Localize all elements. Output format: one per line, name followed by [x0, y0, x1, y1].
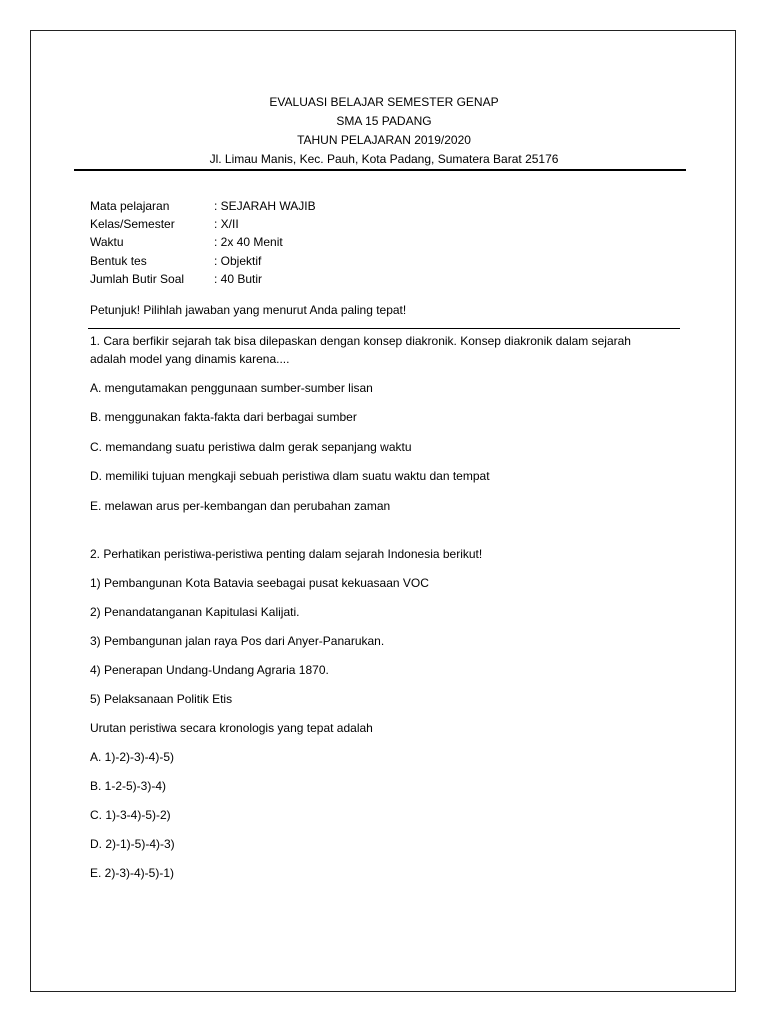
q2-option-d: D. 2)-1)-5)-4)-3)	[90, 837, 175, 851]
q2-option-a: A. 1)-2)-3)-4)-5)	[90, 750, 175, 764]
academic-year: TAHUN PELAJARAN 2019/2020	[297, 133, 471, 147]
q2-event-4: 4) Penerapan Undang-Undang Agraria 1870.	[90, 663, 329, 677]
meta-label: Kelas/Semester	[90, 217, 175, 231]
q1-option-d: D. memiliki tujuan mengkaji sebuah peristiwa dlam suatu waktu dan tempat	[90, 469, 490, 483]
meta-value: : 2x 40 Menit	[214, 235, 283, 249]
exam-title: EVALUASI BELAJAR SEMESTER GENAP	[269, 95, 499, 109]
school-name: SMA 15 PADANG	[336, 114, 432, 128]
meta-value: : 40 Butir	[214, 272, 263, 286]
q1-option-e: E. melawan arus per-kembangan dan perubahan zaman	[90, 499, 391, 513]
q1-stem-line2: adalah model yang dinamis karena....	[90, 352, 290, 366]
meta-label: Jumlah Butir Soal	[90, 272, 185, 286]
q2-event-5: 5) Pelaksanaan Politik Etis	[90, 692, 233, 706]
q2-event-3: 3) Pembangunan jalan raya Pos dari Anyer-Panarukan.	[90, 634, 385, 648]
q1-option-b: B. menggunakan fakta-fakta dari berbagai sumber	[90, 410, 357, 424]
meta-label: Waktu	[90, 235, 124, 249]
q2-option-e: E. 2)-3)-4)-5)-1)	[90, 866, 175, 880]
meta-value: : Objektif	[214, 254, 262, 268]
meta-label: Bentuk tes	[90, 254, 147, 268]
q2-stem: 2. Perhatikan peristiwa-peristiwa penting dalam sejarah Indonesia berikut!	[90, 547, 483, 561]
instruction-divider	[88, 328, 680, 329]
q2-event-1: 1) Pembangunan Kota Batavia seebagai pusat kekuasaan VOC	[90, 576, 429, 590]
instruction: Petunjuk! Pilihlah jawaban yang menurut Anda paling tepat!	[90, 303, 407, 317]
school-address: Jl. Limau Manis, Kec. Pauh, Kota Padang, Sumatera Barat 25176	[209, 152, 559, 166]
meta-value: : X/II	[214, 217, 239, 231]
q2-option-c: C. 1)-3-4)-5)-2)	[90, 808, 171, 822]
meta-label: Mata pelajaran	[90, 199, 170, 213]
header-divider	[74, 169, 686, 171]
q2-prompt: Urutan peristiwa secara kronologis yang tepat adalah	[90, 721, 373, 735]
meta-value: : SEJARAH WAJIB	[214, 199, 316, 213]
q2-event-2: 2) Penandatanganan Kapitulasi Kalijati.	[90, 605, 300, 619]
q2-option-b: B. 1-2-5)-3)-4)	[90, 779, 167, 793]
q1-stem-line1: 1. Cara berfikir sejarah tak bisa dilepaskan dengan konsep diakronik. Konsep diakronik dalam sejarah	[90, 334, 631, 348]
q1-option-a: A. mengutamakan penggunaan sumber-sumber lisan	[90, 381, 373, 395]
q1-option-c: C. memandang suatu peristiwa dalm gerak sepanjang waktu	[90, 440, 412, 454]
